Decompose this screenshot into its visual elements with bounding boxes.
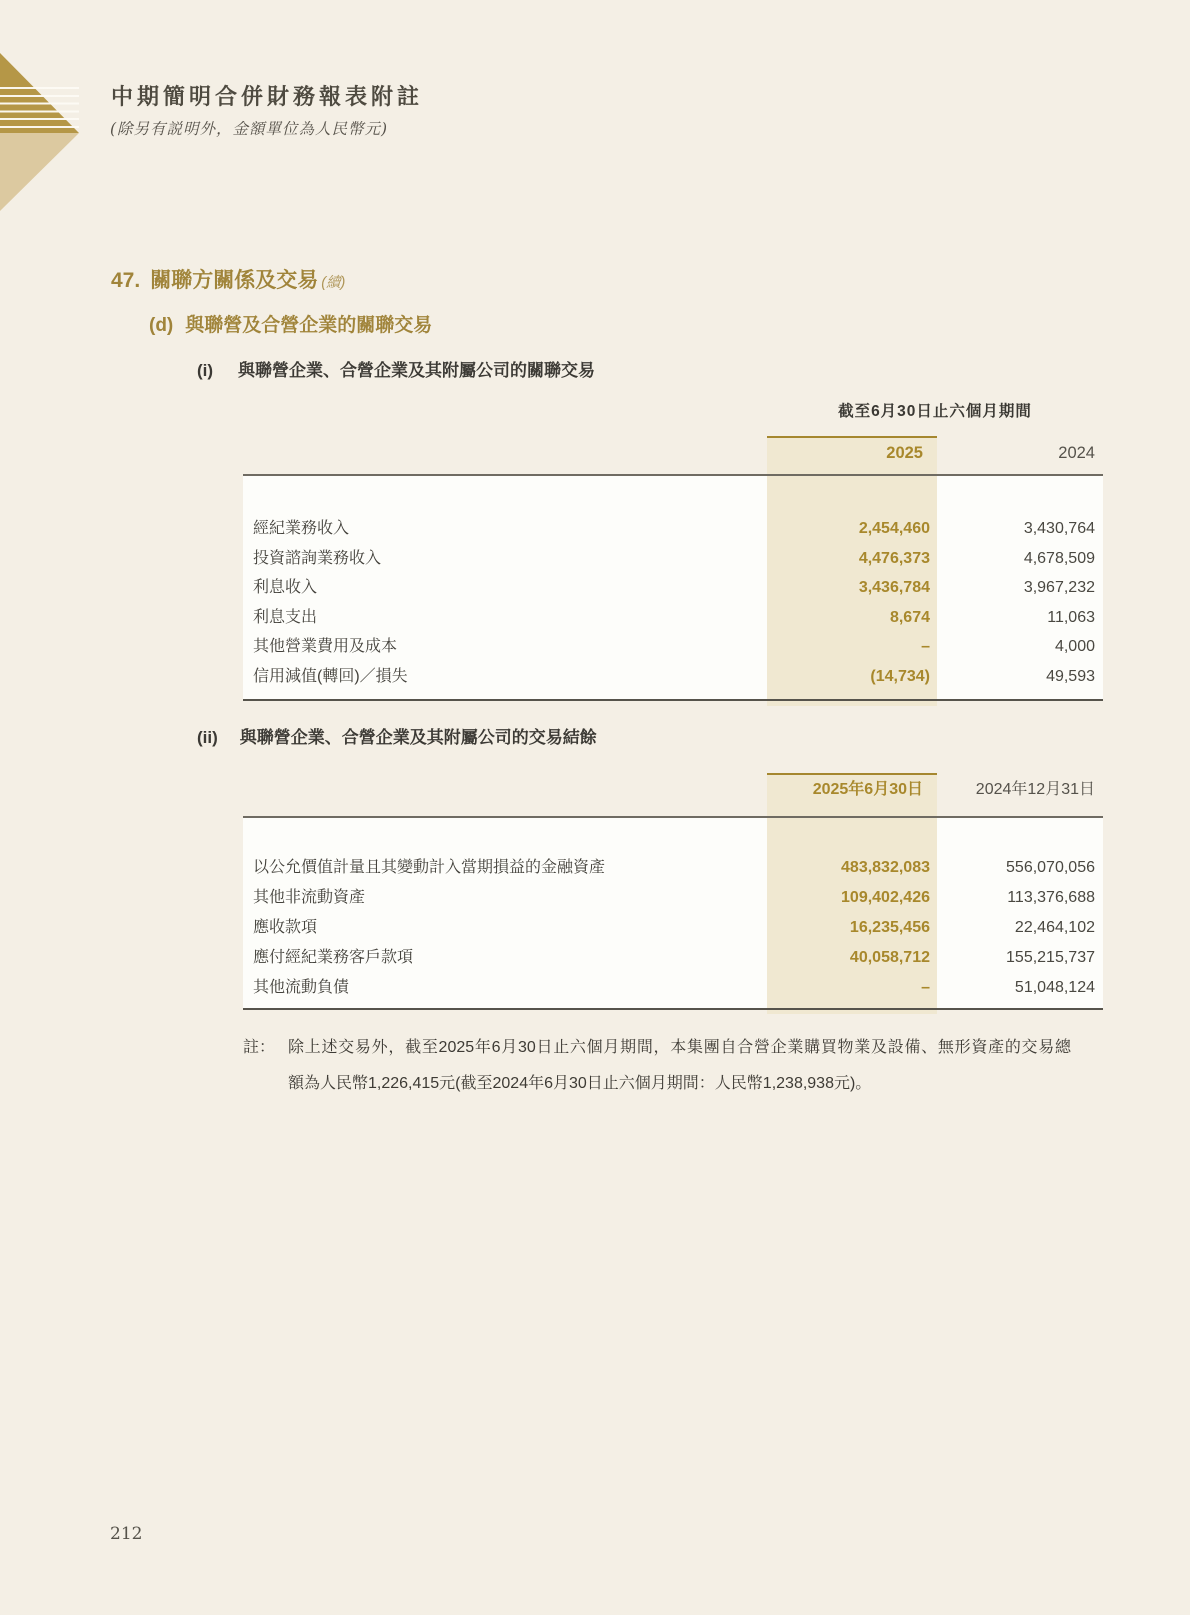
footnote-line: 除上述交易外，截至2025年6月30日止六個月期間，本集團自合營企業購買物業及設備、無形資產的交易總 — [288, 1039, 1071, 1056]
value-2025: 3,436,784 — [858, 579, 930, 596]
column-header-2025: 2025 — [886, 444, 923, 462]
table-row — [243, 943, 1103, 973]
table-row — [243, 973, 1103, 1003]
part-ii-label: (ii) — [197, 728, 218, 747]
document-subtitle: (除另有説明外，金額單位為人民幣元) — [110, 120, 389, 138]
table-row — [243, 603, 1103, 633]
value-2024: 3,967,232 — [1023, 579, 1095, 596]
value-2025: – — [921, 979, 930, 996]
part-ii-title: 與聯營企業、合營企業及其附屬公司的交易結餘 — [239, 728, 597, 747]
footnote-text — [288, 1030, 1071, 1102]
table-row — [243, 913, 1103, 943]
row-label: 其他營業費用及成本 — [253, 638, 398, 655]
footnote-line: 額為人民幣1,226,415元(截至2024年6月30日止六個月期間：人民幣1,238,938元)。 — [288, 1075, 872, 1092]
section-title: 關聯方關係及交易 — [150, 269, 319, 292]
row-label: 其他非流動資產 — [253, 889, 366, 906]
row-label: 利息收入 — [253, 579, 318, 596]
part-i-heading — [197, 359, 595, 383]
section-continued-label: (續) — [321, 275, 346, 291]
subsection-d-label: (d) — [149, 315, 174, 336]
table-bottom-rule — [243, 699, 1103, 701]
footnote-label: 註： — [243, 1039, 276, 1056]
corner-triangle-light — [0, 133, 79, 211]
value-2025: 4,476,373 — [858, 549, 930, 567]
row-label: 利息支出 — [253, 608, 318, 626]
transactions-table — [243, 395, 1103, 715]
column-header-2024: 2024 — [1058, 444, 1095, 462]
value-2025: 40,058,712 — [849, 949, 930, 966]
part-i-title: 與聯營企業、合營企業及其附屬公司的關聯交易 — [238, 361, 596, 380]
subsection-d-heading — [149, 313, 432, 339]
value-2024: 3,430,764 — [1023, 520, 1095, 537]
value-2024: 556,070,056 — [1006, 859, 1095, 876]
value-2025: (14,734) — [870, 667, 930, 685]
table-rows — [243, 514, 1103, 691]
table-row — [243, 883, 1103, 913]
row-label: 以公允價值計量且其變動計入當期損益的金融資產 — [253, 859, 606, 876]
value-2025: 16,235,456 — [849, 919, 930, 936]
value-2024: 51,048,124 — [1014, 979, 1095, 996]
value-2024: 11,063 — [1047, 608, 1095, 626]
column-header-2024: 2024年12月31日 — [975, 781, 1095, 798]
value-2024: 113,376,688 — [1007, 889, 1095, 906]
document-title: 中期簡明合併財務報表附註 — [111, 84, 424, 110]
value-2024: 22,464,102 — [1014, 919, 1095, 936]
value-2025: 2,454,460 — [858, 520, 930, 537]
section-heading — [111, 266, 345, 298]
footnote — [243, 1030, 1071, 1102]
value-2024: 4,678,509 — [1023, 549, 1095, 567]
row-label: 應收款項 — [253, 919, 318, 936]
table-header-rule — [243, 474, 1103, 476]
section-number: 47. — [111, 269, 141, 292]
value-2025: 483,832,083 — [841, 859, 930, 876]
table-row — [243, 514, 1103, 544]
page-number: 212 — [110, 1524, 143, 1544]
part-i-label: (i) — [197, 361, 214, 380]
table-row — [243, 632, 1103, 662]
row-label: 經紀業務收入 — [253, 520, 350, 537]
row-label: 應付經紀業務客戶款項 — [253, 949, 414, 966]
row-label: 投資諮詢業務收入 — [253, 549, 382, 567]
row-label: 信用減值(轉回)／損失 — [253, 667, 408, 685]
table-row — [243, 662, 1103, 692]
column-header-2025: 2025年6月30日 — [812, 781, 923, 798]
table-row — [243, 544, 1103, 574]
value-2024: 155,215,737 — [1006, 949, 1095, 966]
subsection-d-title: 與聯營及合營企業的關聯交易 — [185, 315, 433, 336]
value-2025: 109,402,426 — [841, 889, 930, 906]
value-2024: 49,593 — [1046, 667, 1095, 685]
value-2025: – — [921, 638, 930, 655]
table-rows — [243, 853, 1103, 1003]
period-header: 截至6月30日止六個月期間 — [838, 403, 1032, 420]
row-label: 其他流動負債 — [253, 979, 350, 996]
corner-stripes-decoration — [0, 87, 79, 134]
table-row — [243, 853, 1103, 883]
value-2025: 8,674 — [889, 608, 930, 626]
table-header-rule — [243, 816, 1103, 818]
table-bottom-rule — [243, 1008, 1103, 1010]
value-2024: 4,000 — [1054, 638, 1095, 655]
table-row — [243, 573, 1103, 603]
